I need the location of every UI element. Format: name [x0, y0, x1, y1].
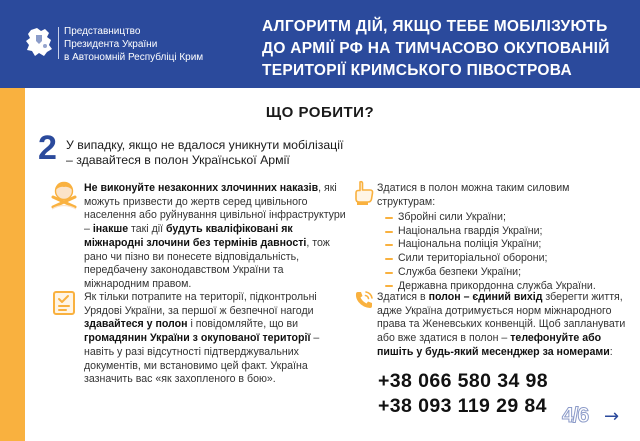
- orders-text-2: такі дії: [128, 223, 167, 236]
- territory-bold-2: громадянин України з окупованої території: [84, 332, 311, 345]
- organization-name: [64, 25, 203, 64]
- section-title: ЩО РОБИТИ?: [265, 104, 375, 121]
- contact-text-3: :: [609, 345, 613, 358]
- list-item-label: Служба безпеки України;: [398, 265, 522, 278]
- list-item: [385, 252, 596, 266]
- orders-bold-3: будуть кваліфіковані як міжнародні злочини без термінів давності: [84, 223, 307, 249]
- page-title: [262, 16, 632, 82]
- org-name-line: Представництво: [64, 26, 141, 37]
- territory-text-2: і повідомляйте, що ви: [187, 318, 299, 331]
- orders-text-3: , тож рано чи пізно ви понесете відповідальність, передбачену законодавством України та міжнародним правом.: [84, 236, 330, 290]
- page-indicator: 4/6: [562, 404, 589, 427]
- dash-bullet-icon: [385, 231, 393, 233]
- accent-stripe: [0, 88, 25, 441]
- list-item: [385, 225, 596, 239]
- step-heading: [66, 138, 343, 168]
- checklist-icon: [52, 290, 76, 316]
- header-banner: [0, 0, 640, 88]
- title-line: АЛГОРИТМ ДІЙ, ЯКЩО ТЕБЕ МОБІЛІЗУЮТЬ: [262, 18, 608, 35]
- list-item: [385, 266, 596, 280]
- arrow-right-icon[interactable]: →: [604, 406, 620, 427]
- person-crossed-arms-icon: [50, 180, 78, 210]
- list-item-label: Державна прикордонна служба України.: [398, 279, 596, 292]
- phone-number-1[interactable]: +38 066 580 34 98: [378, 370, 548, 392]
- org-name-line: в Автономній Республіці Крим: [64, 52, 204, 63]
- contact-text-1: Здатися в: [377, 291, 429, 303]
- security-structures-list: [385, 211, 596, 293]
- title-line: ДО АРМІЇ РФ НА ТИМЧАСОВО ОКУПОВАНІЙ: [262, 40, 610, 57]
- contact-text: [377, 291, 632, 360]
- territory-text-1: Як тільки потрапите на території, підконтрольні Урядові України, за першої ж безпечної нагоди: [84, 291, 317, 317]
- pointing-hand-icon: [353, 180, 375, 206]
- step-heading-line: У випадку, якщо не вдалося уникнути мобілізації: [66, 138, 344, 152]
- org-name-line: Президента України: [64, 39, 158, 50]
- orders-text-1: , які можуть призвести до жертв серед цивільного населення або руйнування цивільної інфраструктури –: [84, 182, 346, 236]
- step-number: 2: [38, 129, 57, 167]
- list-item-label: Національна поліція України;: [398, 238, 542, 251]
- territory-bold-1: здавайтеся у полон: [84, 318, 188, 331]
- list-item-label: Сили територіальної оборони;: [398, 252, 548, 265]
- list-item: [385, 211, 596, 225]
- logo-divider: [58, 27, 59, 59]
- list-item-label: Збройні сили України;: [398, 211, 506, 223]
- orders-bold-1: Не виконуйте незаконних злочинних наказів: [84, 182, 319, 194]
- territory-text-3: – навіть у разі відсутності підтверджувальних документів, ми встановимо цей факт. Україна зазначить вас «як захопленого в бою».: [84, 332, 320, 386]
- title-line: ТЕРИТОРІЇ КРИМСЬКОГО ПІВОСТРОВА: [262, 62, 572, 79]
- dash-bullet-icon: [385, 244, 393, 246]
- contact-bold-2: телефонуйте або пишіть у будь-який месенджер за номерами: [377, 332, 610, 358]
- step-heading-line: – здавайтеся в полон Української Армії: [66, 153, 290, 167]
- contact-bold-1: полон – єдиний вихід: [428, 291, 543, 303]
- list-item-label: Національна гвардія України;: [398, 224, 543, 237]
- crimea-map-emblem-icon: [25, 26, 53, 58]
- orders-text: [84, 182, 346, 292]
- contact-text-2: зберегти життя, адже Україна дотримується норм міжнародного права та Женевських конвенцій. Щоб запланувати або вже здатися в полон –: [377, 291, 626, 345]
- territory-text: [84, 291, 346, 387]
- structures-intro: Здатися в полон можна таким силовим структурам:: [377, 182, 570, 208]
- dash-bullet-icon: [385, 217, 393, 219]
- orders-bold-2: інакше: [92, 223, 129, 236]
- list-item: [385, 238, 596, 252]
- phone-number-2[interactable]: +38 093 119 29 84: [378, 395, 547, 417]
- dash-bullet-icon: [385, 258, 393, 260]
- dash-bullet-icon: [385, 285, 393, 287]
- dash-bullet-icon: [385, 272, 393, 274]
- phone-icon: [354, 290, 374, 310]
